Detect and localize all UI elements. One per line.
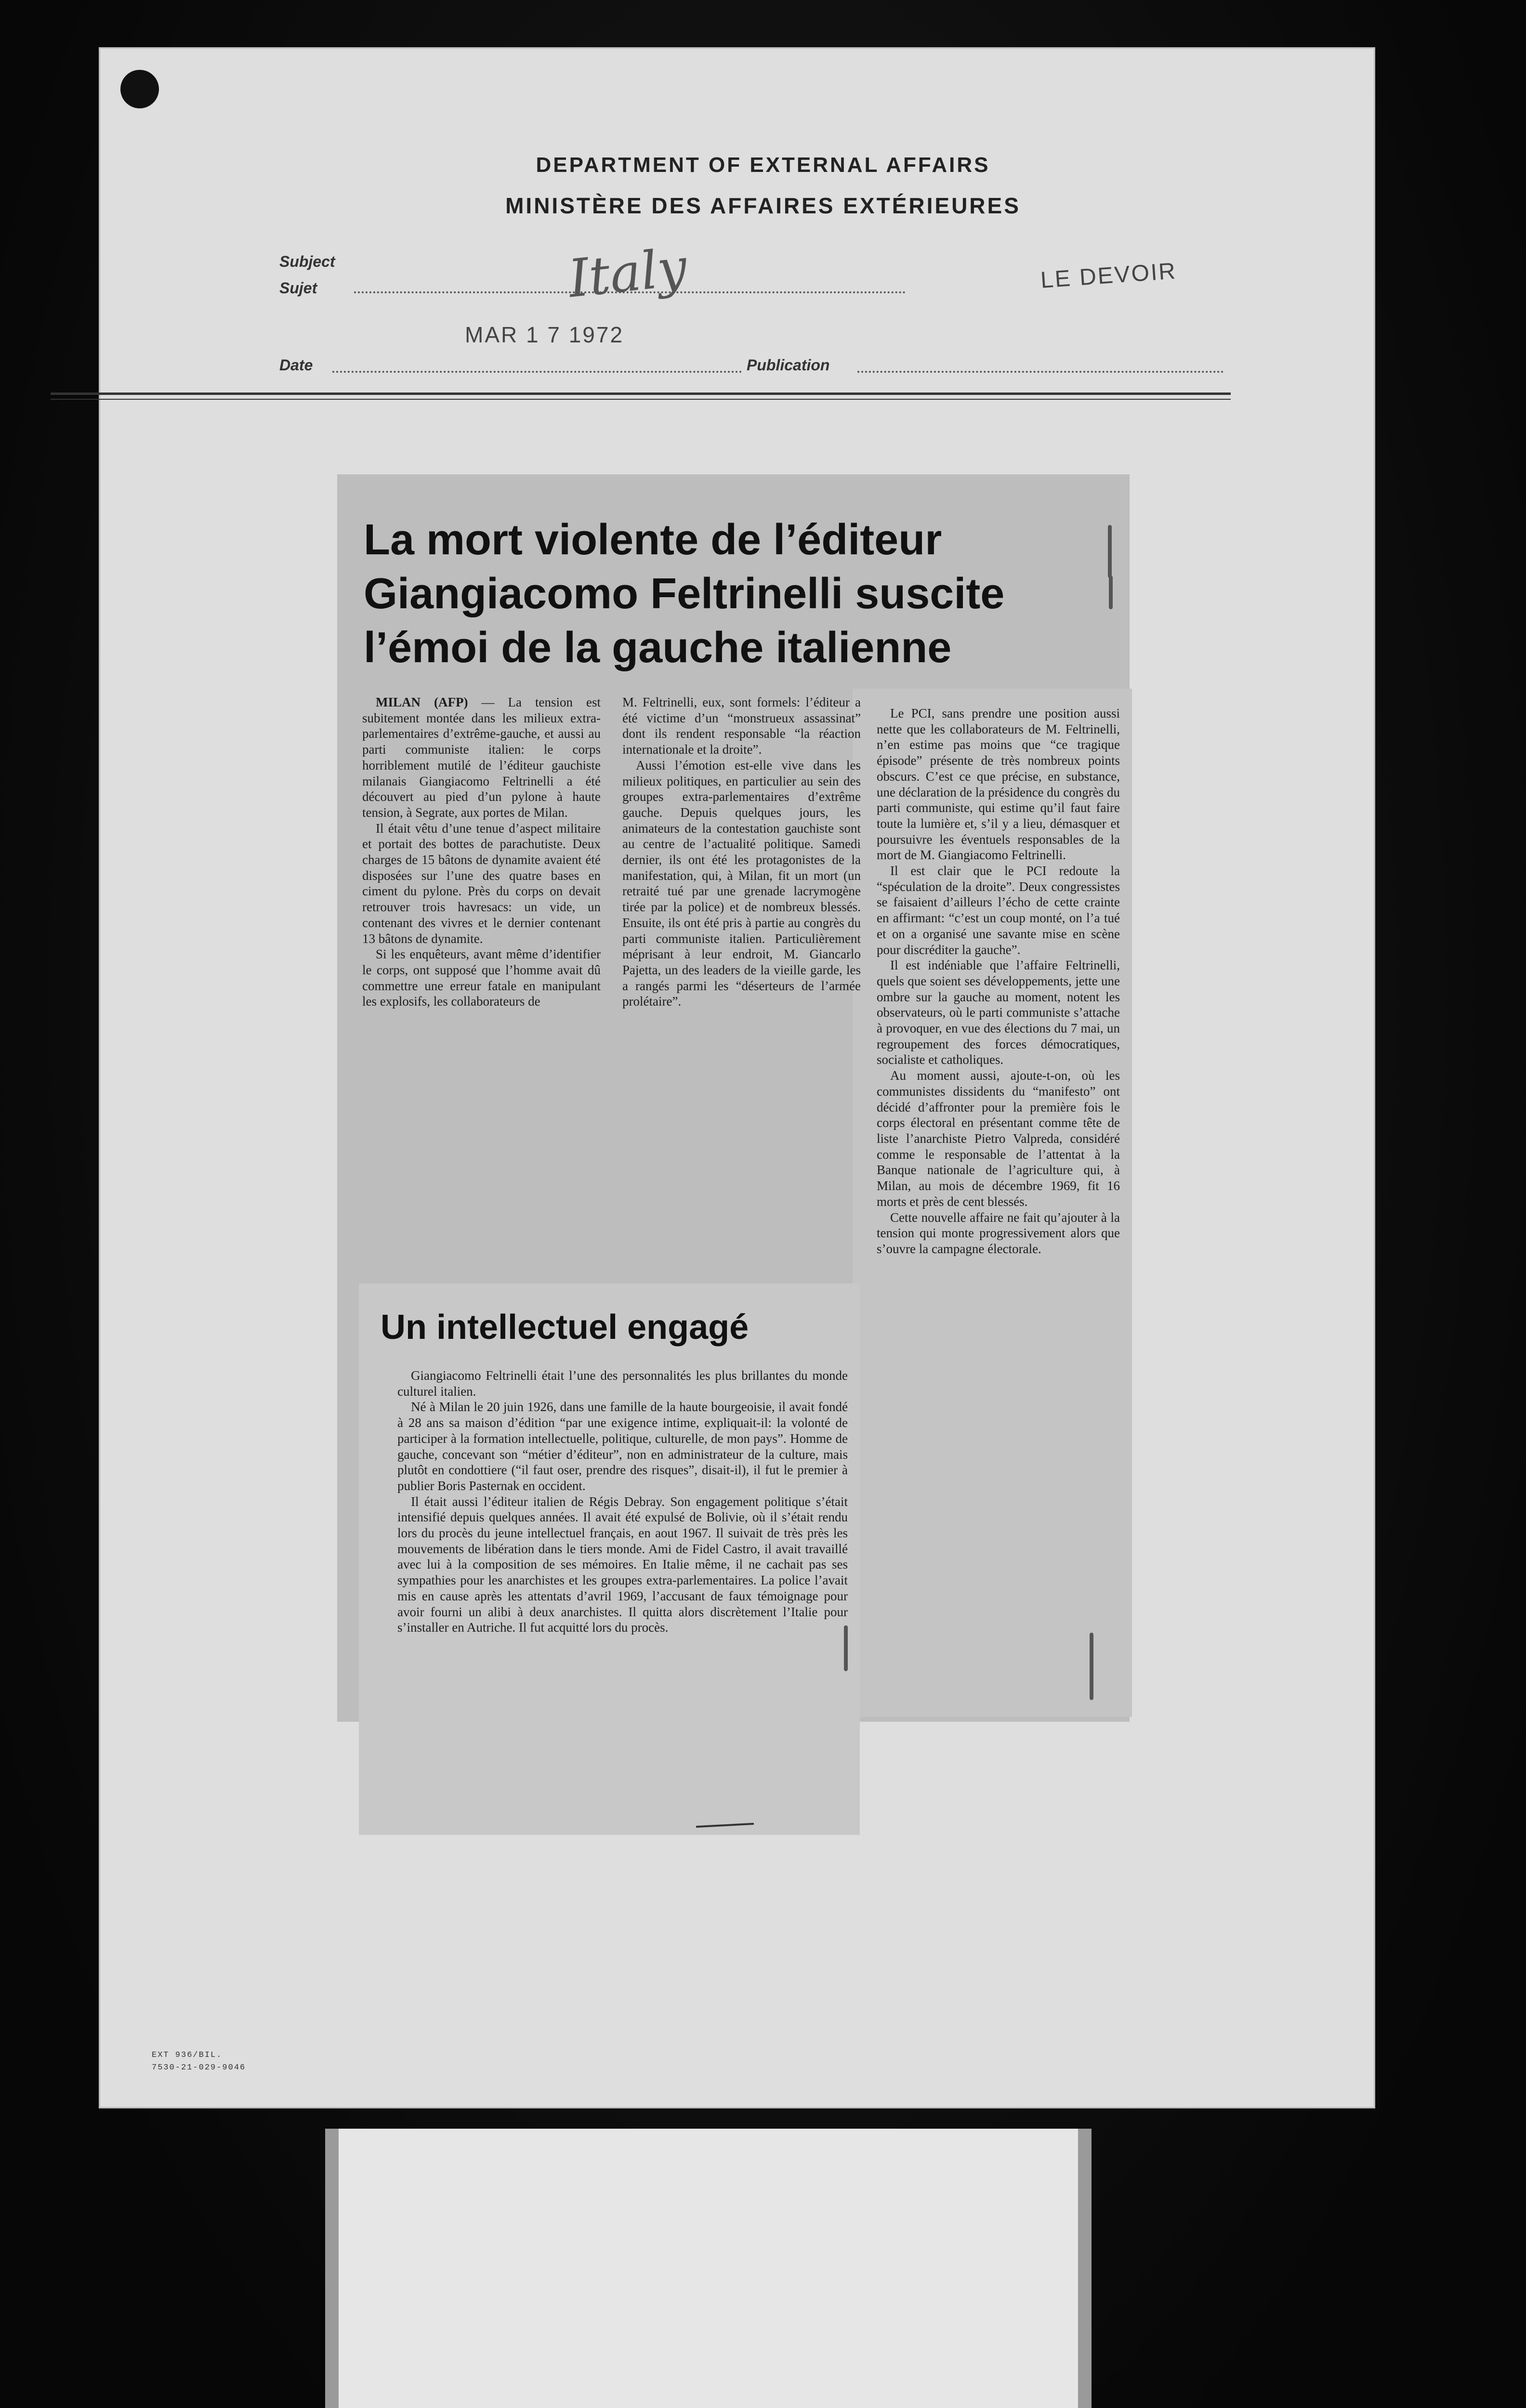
headline-line-2: Giangiacomo Feltrinelli suscite	[364, 570, 1005, 618]
punch-hole	[120, 70, 159, 108]
department-title-en: DEPARTMENT OF EXTERNAL AFFAIRS	[536, 153, 990, 177]
col3-paragraph-4: Au moment aussi, ajoute-t-on, où les communistes dissidents du “manifesto” ont décidé d’affronter pour la première fois le corps électoral en présentant comme tête de liste l’anarchiste Pietro Valpreda, considéré comme le responsable de l’attentat à la Banque nationale de l’agriculture qui, à Milan, au mois de décembre 1969, fit 16 morts et près de cent blessés.	[877, 1068, 1120, 1209]
col3-paragraph-5: Cette nouvelle affaire ne fait qu’ajouter à la tension qui monte progressivement alors que s’ouvre la campagne électorale.	[877, 1210, 1120, 1256]
article-dateline: MILAN (AFP)	[376, 695, 468, 709]
col2-paragraph-2: Aussi l’émotion est-elle vive dans les milieux politiques, en particulier au sein des groupes extra-parlementaires d’extrême gauche. Depuis quelques jours, les animateurs de la contestation gauchiste sont au centre de l’actualité politique. Samedi dernier, ils ont été les protagonistes de la manifestation, qui, à Milan, fit un mort (un retraité tué par une grenade lacrymogène tirée par la police) et de nombreux blessés. Ensuite, ils ont été pris à partie au congrès du parti communiste italien. Particulièrement méprisant à leur endroit, M. Giancarlo Pajetta, un des leaders de la vieille garde, les a rangés parmi les “déserteurs de l’armée prolétaire”.	[622, 758, 861, 1009]
article-column-2	[622, 694, 861, 1262]
publication-stamp: LE DEVOIR	[1039, 258, 1178, 293]
sidebar-paragraph-2: Né à Milan le 20 juin 1926, dans une famille de la haute bourgeoisie, il avait fondé à 28 ans sa maison d’édition “par une exigence intime, expliquait-il: la volonté de participer à la formation intellectuelle, politique, culturelle, de mon pays”. Homme de gauche, concevant son “métier d’éditeur”, non en administrateur de la culture, mais plutôt en condottiere (“il faut oser, prendre des risques”, disait-il), il fut le premier à publier Boris Pasternak en occident.	[397, 1400, 848, 1493]
publication-label: Publication	[747, 356, 830, 374]
header-rule-bottom	[51, 399, 1231, 400]
sidebar-body	[397, 1368, 848, 1818]
sidebar-paragraph-3: Il était aussi l’éditeur italien de Régis Debray. Son engagement politique s’était intensifié depuis quelques années. Il avait été expulsé de Bolivie, où il s’était rendu lors du procès du jeune intellectuel français, en aout 1967. Il suivait de très près les mouvements de libération dans le tiers monde. Ami de Fidel Castro, il avait travaillé avec lui à la composition de ses mémoires. En Italie même, il ne cachait pas ses sympathies pour les anarchistes et les groupes extra-parlementaires. La police l’avait mis en cause après les attentats d’avril 1969, l’accusant de faux témoignage pour avoir fourni un alibi à deux anarchistes. Il quitta alors discrètement l’Italie pour s’installer en Autriche. Il fut acquitté lors du procès.	[397, 1494, 848, 1635]
article-headline	[364, 513, 1134, 675]
date-stamp: MAR 1 7 1972	[465, 322, 624, 347]
article-column-1	[362, 694, 601, 1262]
subject-handwritten: Italy	[566, 237, 690, 310]
sidebar-paragraph-1: Giangiacomo Feltrinelli était l’une des personnalités les plus brillantes du monde culturel italien.	[397, 1368, 848, 1399]
article-column-3	[877, 706, 1120, 1690]
date-label: Date	[279, 356, 313, 374]
col3-paragraph-3: Il est indéniable que l’affaire Feltrinelli, quels que soient ses développements, jette une ombre sur la gauche au moment, notent les observateurs, où le parti communiste s’attache à provoquer, en vue des élections du 7 mai, un regroupement des forces démocratiques, socialiste et catholiques.	[877, 958, 1120, 1067]
staple-bottom-left	[844, 1625, 848, 1671]
staple-top-right	[1108, 525, 1112, 578]
headline-line-3: l’émoi de la gauche italienne	[364, 624, 952, 672]
staple-bottom-right	[1090, 1633, 1093, 1700]
col3-paragraph-1: Le PCI, sans prendre une position aussi nette que les collaborateurs de M. Feltrinelli, n’en estime pas moins que “ce tragique épisode” présente de très nombreux points obscurs. C’est ce que précise, en substance, une déclaration de la présidence du congrès du parti communiste, qui estime qu’il faut faire toute la lumière et, s’il y a lieu, démasquer et poursuivre les éventuels responsables de la mort de M. Giangiacomo Feltrinelli.	[877, 706, 1120, 863]
form-code-footer	[152, 2049, 246, 2074]
header-rule-top	[51, 393, 1231, 395]
col2-paragraph-1: M. Feltrinelli, eux, sont formels: l’éditeur a été victime d’un “monstrueux assassinat” dont ils rendent responsable “la réaction internationale et la droite”.	[622, 695, 861, 757]
col3-paragraph-2: Il est clair que le PCI redoute la “spéculation de la droite”. Deux congressistes se faisaient d’ailleurs l’écho de cette crainte en affirmant: “c’est un coup monté, on l’a tué et on a organisé une savante mise en scène pour discréditer la gauche”.	[877, 864, 1120, 957]
headline-line-1: La mort violente de l’éditeur	[364, 516, 942, 564]
publication-line	[857, 371, 1223, 373]
sujet-label: Sujet	[279, 279, 317, 297]
col1-paragraph-3: Si les enquêteurs, avant même d’identifier le corps, ont supposé que l’homme avait dû commettre une erreur fatale en manipulant les explosifs, les collaborateurs de	[362, 947, 601, 1009]
col1-paragraph-2: Il était vêtu d’une tenue d’aspect militaire et portait des bottes de parachutiste. Deux charges de 15 bâtons de dynamite avaient été disposées sur l’une des quatre bases en ciment du pylone. Près du corps on devait retrouver trois havresacs: un vide, un contenant des vivres et le dernier contenant 13 bâtons de dynamite.	[362, 821, 601, 946]
page-tab-extension	[325, 2129, 1092, 2408]
form-code-2: 7530-21-029-9046	[152, 2063, 246, 2072]
date-line	[332, 371, 742, 373]
form-code-1: EXT 936/BIL.	[152, 2051, 223, 2060]
staple-top-right-lower	[1109, 576, 1113, 609]
department-title-fr: MINISTÈRE DES AFFAIRES EXTÉRIEURES	[505, 193, 1021, 218]
subject-label: Subject	[279, 253, 335, 270]
sidebar-title: Un intellectuel engagé	[381, 1308, 749, 1347]
col1-paragraph-1: — La tension est subitement montée dans les milieux extra-parlementaires d’extrême-gauche, et aussi au parti communiste italien: le corps horriblement mutilé de l’éditeur gauchiste milanais Giangiacomo Feltrinelli a été découvert au pied d’un pylone à haute tension, à Segrate, aux portes de Milan.	[362, 695, 601, 820]
